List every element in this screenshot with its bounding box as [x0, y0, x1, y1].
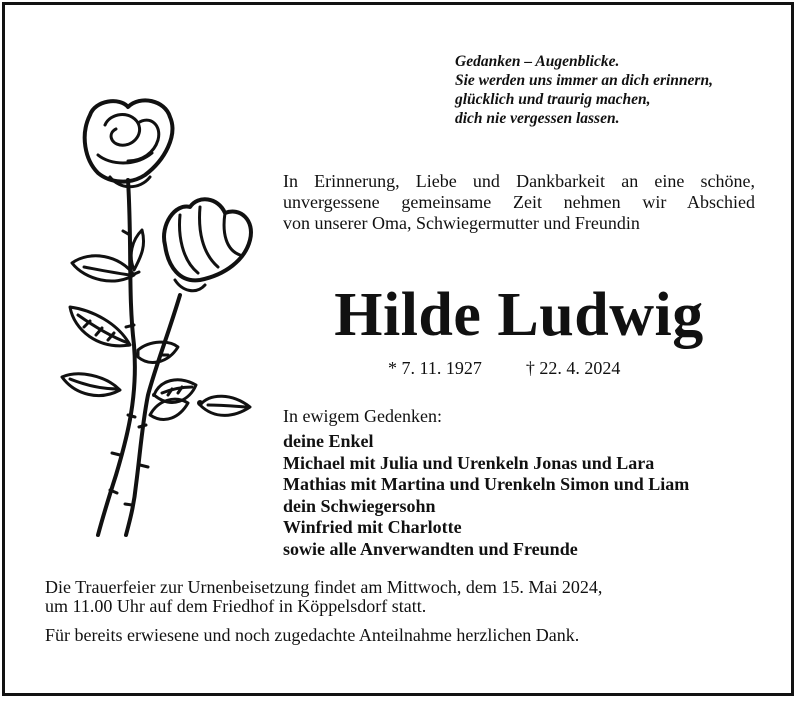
intro-line: In Erinnerung, Liebe und Dankbarkeit an eine schöne,: [283, 171, 755, 191]
mourner-line: deine Enkel: [283, 431, 374, 451]
funeral-line: um 11.00 Uhr auf dem Friedhof in Köppelsdorf statt.: [45, 596, 427, 616]
mourners-list: [283, 431, 689, 560]
funeral-notice: [45, 578, 602, 616]
deceased-name: Hilde Ludwig: [334, 281, 704, 349]
mourner-line: sowie alle Anverwandten und Freunde: [283, 538, 578, 559]
thanks-note: Für bereits erwiesene und noch zugedachte Anteilnahme herzlichen Dank.: [45, 625, 580, 645]
mourner-line: Michael mit Julia und Urenkeln Jonas und Lara: [283, 452, 655, 473]
quote-line: Sie werden uns immer an dich erinnern,: [455, 72, 713, 89]
mourners-label: In ewigem Gedenken:: [283, 406, 442, 426]
intro-line: unvergessene gemeinsame Zeit nehmen wir Abschied: [283, 192, 755, 212]
rose-illustration: [50, 95, 260, 545]
birth-date: * 7. 11. 1927: [388, 358, 482, 378]
death-date: † 22. 4. 2024: [525, 358, 621, 378]
intro-line: von unserer Oma, Schwiegermutter und Freundin: [283, 213, 640, 233]
quote-line: Gedanken – Augenblicke.: [455, 53, 620, 70]
funeral-line: Die Trauerfeier zur Urnenbeisetzung findet am Mittwoch, dem 15. Mai 2024,: [45, 577, 603, 597]
intro-paragraph: [283, 171, 755, 234]
mourner-line: Winfried mit Charlotte: [283, 517, 462, 537]
quote-line: glücklich und traurig machen,: [455, 91, 651, 108]
quote-line: dich nie vergessen lassen.: [455, 110, 620, 127]
life-dates: [388, 357, 620, 379]
mourner-line: Mathias mit Martina und Urenkeln Simon und Liam: [283, 474, 690, 494]
memorial-quote: [455, 52, 775, 128]
mourner-line: dein Schwiegersohn: [283, 495, 436, 516]
